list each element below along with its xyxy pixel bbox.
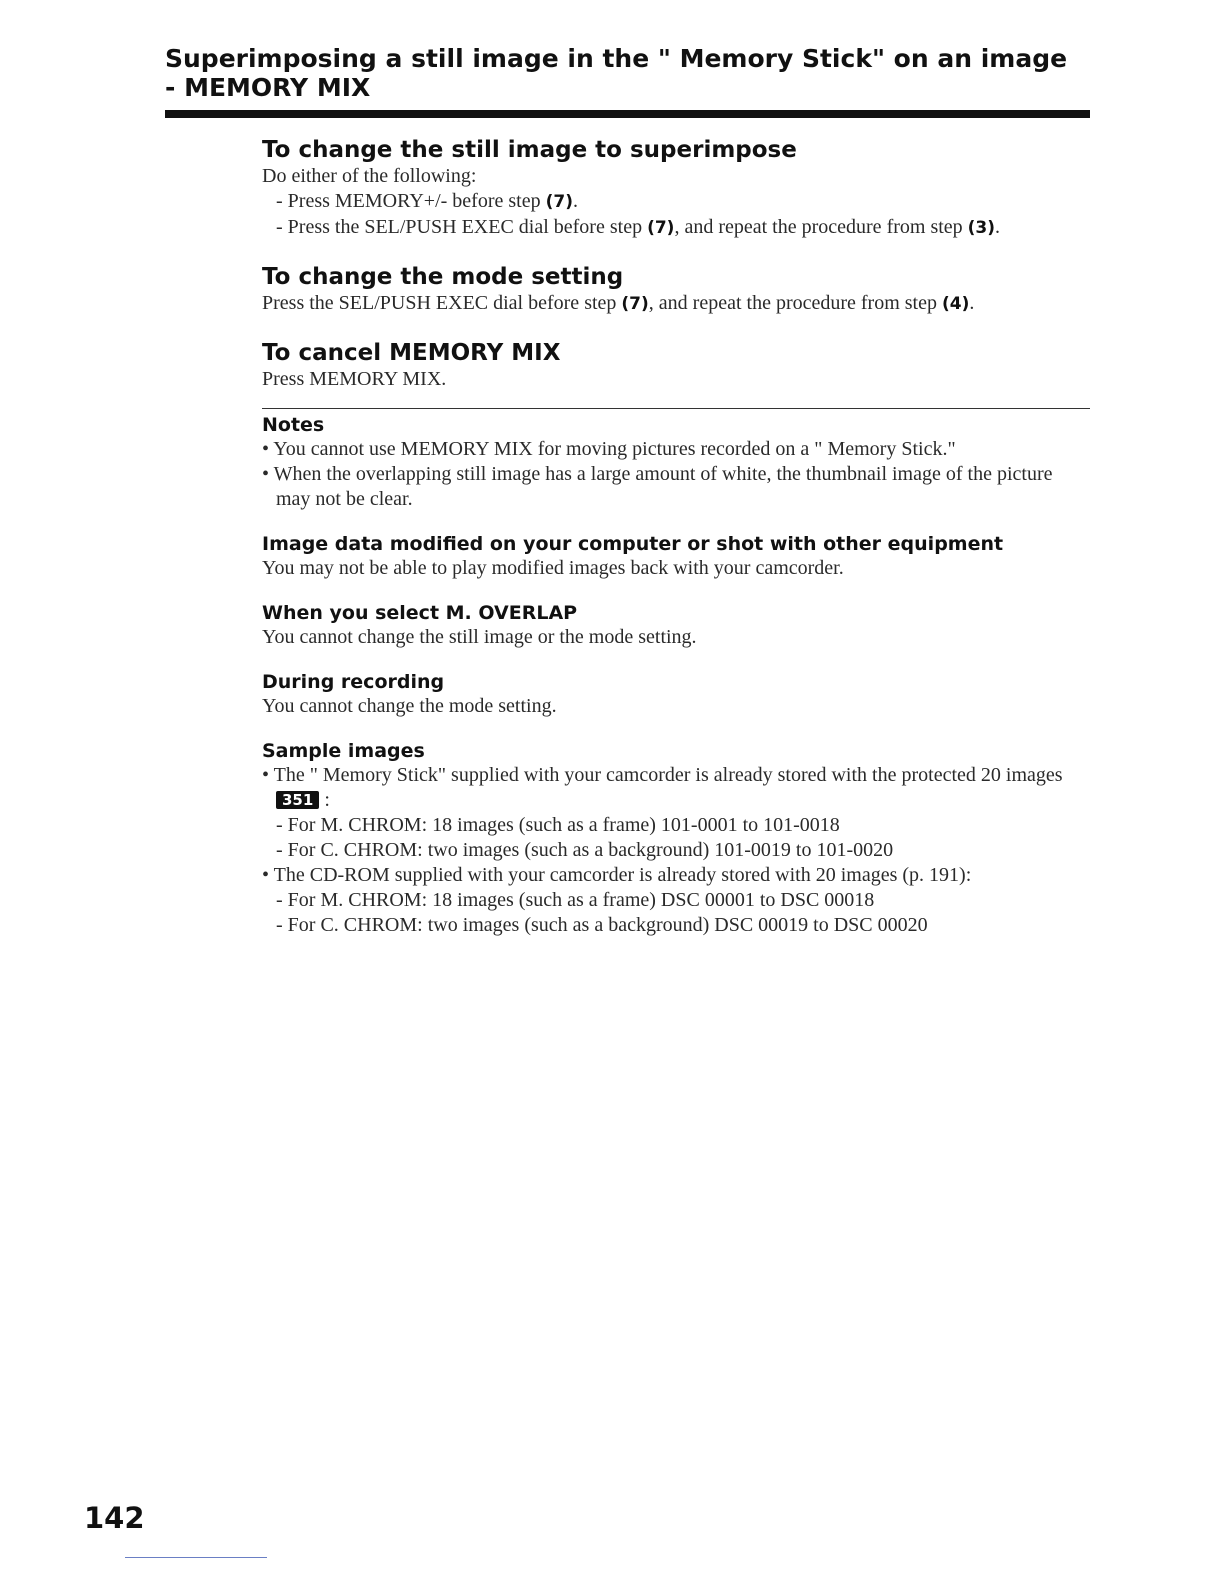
list-item: - For M. CHROM: 18 images (such as a frame) 101-0001 to 101-0018 xyxy=(276,814,840,836)
step-reference: (7) xyxy=(621,294,649,314)
subsection-m-overlap xyxy=(262,601,1090,650)
divider xyxy=(262,408,1090,409)
step-reference: (3) xyxy=(967,218,996,238)
list-item: - Press the SEL/PUSH EXEC dial before step (7), and repeat the procedure from step (3). xyxy=(276,216,1001,238)
subsection-during-recording xyxy=(262,670,1090,719)
list-item: - For M. CHROM: 18 images (such as a frame) DSC 00001 to DSC 00018 xyxy=(276,889,875,911)
page-title: Superimposing a still image in the " Memory Stick" on an image xyxy=(165,44,1068,73)
subsection-title: Sample images xyxy=(262,740,425,762)
content xyxy=(262,136,1090,958)
list-item: - For C. CHROM: two images (such as a background) 101-0019 to 101-0020 xyxy=(276,839,894,861)
subsection-title: When you select M. OVERLAP xyxy=(262,602,578,624)
section-cancel-memory-mix xyxy=(262,339,1090,392)
section-text: Press the SEL/PUSH EXEC dial before step (7), and repeat the procedure from step (4). xyxy=(262,292,975,314)
memory-stick-index-icon: 351 xyxy=(276,791,319,809)
section-change-still-image xyxy=(262,136,1090,241)
list-item: - For C. CHROM: two images (such as a background) DSC 00019 to DSC 00020 xyxy=(276,914,928,936)
subsection-title: Image data modified on your computer or shot with other equipment xyxy=(262,533,1004,555)
step-reference: (7) xyxy=(647,218,675,238)
subsection-text: You cannot change the still image or the mode setting. xyxy=(262,626,697,648)
header-rule xyxy=(165,110,1090,118)
notes-section xyxy=(262,413,1090,512)
footer-line xyxy=(125,1557,267,1558)
step-reference: (7) xyxy=(545,192,573,212)
section-intro: Do either of the following: xyxy=(262,165,477,187)
subsection-title: During recording xyxy=(262,671,445,693)
notes-title: Notes xyxy=(262,414,325,436)
section-title: To change the still image to superimpose xyxy=(262,137,797,163)
list-item: • The CD-ROM supplied with your camcorder is already stored with 20 images (p. 191): xyxy=(262,864,972,886)
list-item: • The " Memory Stick" supplied with your camcorder is already stored with the protected 20 images 351 : xyxy=(262,764,1063,811)
page-number: 142 xyxy=(84,1501,145,1535)
subsection-text: You cannot change the mode setting. xyxy=(262,695,557,717)
section-title: To change the mode setting xyxy=(262,264,624,290)
page-subtitle: - MEMORY MIX xyxy=(165,73,371,102)
step-reference: (4) xyxy=(941,294,970,314)
section-text: Press MEMORY MIX. xyxy=(262,368,447,390)
section-change-mode xyxy=(262,263,1090,317)
list-item: • When the overlapping still image has a large amount of white, the thumbnail image of the picture may not be clear. xyxy=(262,463,1053,510)
list-item: - Press MEMORY+/- before step (7). xyxy=(276,190,578,212)
page-header xyxy=(165,44,1090,102)
section-title: To cancel MEMORY MIX xyxy=(262,340,561,366)
subsection-text: You may not be able to play modified images back with your camcorder. xyxy=(262,557,844,579)
subsection-image-data xyxy=(262,532,1090,581)
sample-images-section xyxy=(262,739,1090,938)
list-item: • You cannot use MEMORY MIX for moving pictures recorded on a " Memory Stick." xyxy=(262,438,956,460)
